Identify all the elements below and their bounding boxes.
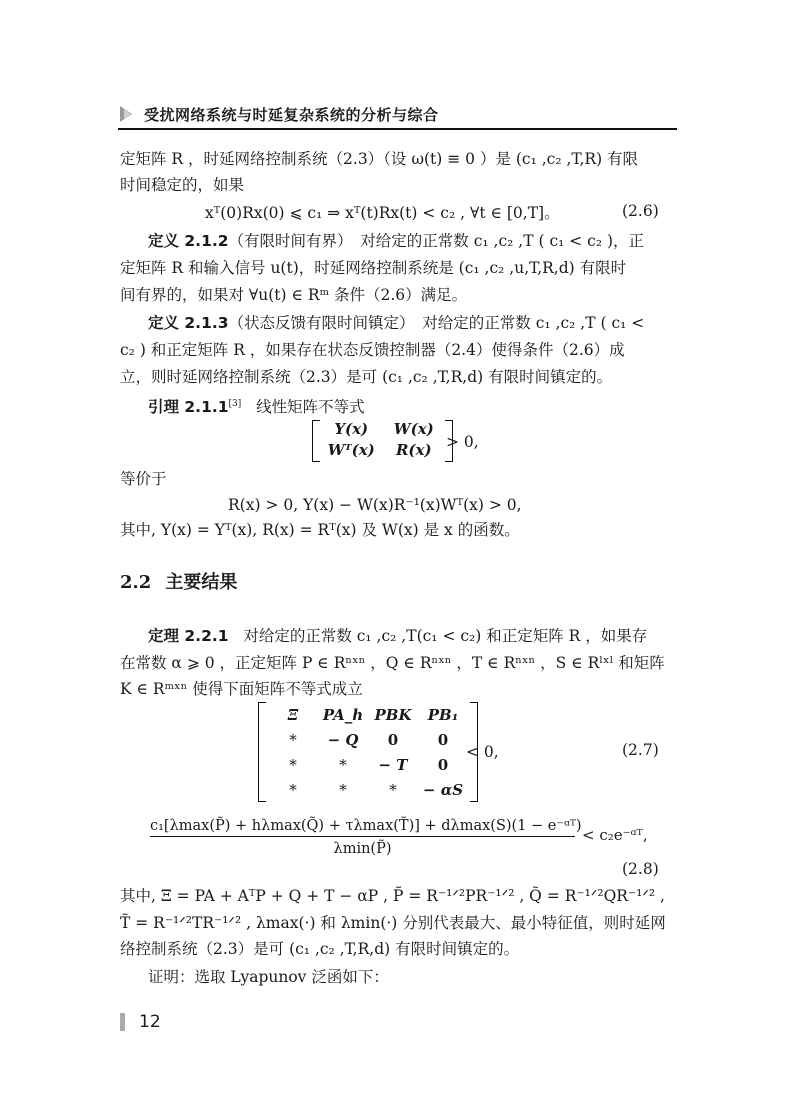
matrix-cell: Ξ bbox=[287, 705, 299, 724]
matrix-cell: * bbox=[289, 755, 297, 774]
paragraph-line: 在常数 α ⩾ 0 ，正定矩阵 P ∈ Rⁿˣⁿ ，Q ∈ Rⁿˣⁿ ，T ∈ Rⁿˣⁿ ，S ∈ Rˡˣˡ 和矩阵 bbox=[120, 654, 665, 672]
matrix-cell: PB₁ bbox=[427, 705, 459, 724]
theorem-text: 对给定的正常数 c₁ ,c₂ ,T(c₁ < c₂) 和正定矩阵 R ，如果存 bbox=[243, 627, 648, 645]
equation-equivalent: R(x) > 0, Y(x) − W(x)R⁻¹(x)Wᵀ(x) > 0, bbox=[228, 496, 522, 514]
definition-text: （有限时间有界） 对给定的正常数 c₁ ,c₂ ,T ( c₁ < c₂ )，正 bbox=[228, 232, 645, 250]
page-footer bbox=[120, 1012, 161, 1032]
theorem-label: 定理 2.2.1 bbox=[148, 627, 229, 645]
definition-text: （状态反馈有限时间镇定） 对给定的正常数 c₁ ,c₂ ,T ( c₁ < bbox=[228, 314, 645, 332]
definition-label: 定义 2.1.3 bbox=[148, 314, 229, 332]
proof-line: 证明：选取 Lyapunov 泛函如下： bbox=[148, 968, 389, 986]
equation-number: (2.7) bbox=[622, 741, 659, 759]
definition-2-1-2 bbox=[148, 230, 644, 252]
section-number: 2.2 bbox=[120, 572, 152, 593]
paragraph-line: 其中, Y(x) = Yᵀ(x), R(x) = Rᵀ(x) 及 W(x) 是 x 的函数。 bbox=[120, 521, 520, 539]
page-marker-bar bbox=[120, 1013, 125, 1031]
running-title: 受扰网络系统与时延复杂系统的分析与综合 bbox=[144, 105, 439, 124]
lemma-matrix bbox=[312, 420, 453, 462]
paragraph-line: T̃ = R⁻¹ᐟ²TR⁻¹ᐟ² , λmax(·) 和 λmin(·) 分别代表最大、最小特征值，则时延网 bbox=[120, 914, 666, 932]
lemma-rhs: > 0, bbox=[446, 433, 479, 451]
matrix-cell: W(x) bbox=[393, 420, 434, 438]
lemma-2-1-1 bbox=[148, 393, 365, 418]
matrix-cell: 0 bbox=[387, 730, 399, 749]
fraction-numerator: c₁[λmax(P̃) + hλmax(Q̃) + τλmax(T̃)] + dλmax(S)(1 − e⁻ᵅᵀ) bbox=[150, 818, 575, 837]
matrix-cell: * bbox=[389, 780, 397, 799]
definition-2-1-3 bbox=[148, 312, 644, 334]
matrix-cell: 0 bbox=[437, 755, 449, 774]
header-rule bbox=[118, 128, 677, 130]
paragraph-line: c₂ ) 和正定矩阵 R ，如果存在状态反馈控制器（2.4）使得条件（2.6）成 bbox=[120, 341, 625, 359]
equation-number: (2.6) bbox=[622, 202, 659, 220]
arrow-icon bbox=[120, 106, 132, 122]
matrix-cell: * bbox=[289, 780, 297, 799]
section-title: 主要结果 bbox=[165, 572, 238, 593]
paragraph-line: 等价于 bbox=[120, 470, 167, 488]
equation-2-6: xᵀ(0)Rx(0) ⩽ c₁ ⇒ xᵀ(t)Rx(t) < c₂ , ∀t ∈ [0,T]。 bbox=[205, 204, 560, 222]
matrix-cell: Y(x) bbox=[334, 420, 369, 438]
matrix-cell: − Q bbox=[327, 730, 359, 749]
paragraph-line: 间有界的，如果对 ∀u(t) ∈ Rᵐ 条件（2.6）满足。 bbox=[120, 286, 468, 304]
equation-number: (2.8) bbox=[622, 860, 659, 878]
fraction-denominator: λmin(P̃) bbox=[333, 841, 392, 857]
matrix-cell: R(x) bbox=[395, 441, 432, 459]
theorem-matrix bbox=[258, 702, 478, 802]
matrix-cell: PA_h bbox=[322, 705, 364, 724]
matrix-cell: − T bbox=[378, 755, 408, 774]
fraction-inequality bbox=[150, 818, 582, 857]
paragraph-line: 时间稳定的，如果 bbox=[120, 176, 245, 194]
fraction-rhs: < c₂e⁻ᵅᵀ, bbox=[582, 826, 648, 844]
definition-label: 定义 2.1.2 bbox=[148, 232, 229, 250]
matrix-cell: − αS bbox=[422, 780, 464, 799]
section-heading bbox=[120, 568, 237, 594]
lemma-text: 线性矩阵不等式 bbox=[256, 398, 365, 417]
citation: [3] bbox=[228, 399, 242, 409]
running-header bbox=[120, 104, 439, 124]
matrix-rhs: < 0, bbox=[466, 743, 499, 761]
matrix-cell: * bbox=[289, 730, 297, 749]
matrix-cell: 0 bbox=[437, 730, 449, 749]
paragraph-line: 其中, Ξ = PA + AᵀP + Q + T − αP , P̃ = R⁻¹ᐟ²PR⁻¹ᐟ² , Q̃ = R⁻¹ᐟ²QR⁻¹ᐟ² , bbox=[120, 887, 665, 905]
paragraph-line: 立，则时延网络控制系统（2.3）是可 (c₁ ,c₂ ,T,R,d) 有限时间镇定的。 bbox=[120, 368, 613, 386]
matrix-cell: * bbox=[339, 755, 347, 774]
matrix-cell: * bbox=[339, 780, 347, 799]
matrix-cell: Wᵀ(x) bbox=[327, 441, 375, 459]
paragraph-line: 络控制系统（2.3）是可 (c₁ ,c₂ ,T,R,d) 有限时间镇定的。 bbox=[120, 940, 520, 958]
paragraph-line: 定矩阵 R 和输入信号 u(t)，时延网络控制系统是 (c₁ ,c₂ ,u,T,R,d) 有限时 bbox=[120, 259, 627, 277]
theorem-2-2-1 bbox=[148, 625, 647, 647]
matrix-cell: PBK bbox=[374, 705, 412, 724]
page-number: 12 bbox=[139, 1012, 161, 1032]
lemma-label: 引理 2.1.1 bbox=[148, 398, 229, 417]
paragraph-line: K ∈ Rᵐˣⁿ 使得下面矩阵不等式成立 bbox=[120, 680, 363, 698]
paragraph-line: 定矩阵 R ，时延网络控制系统（2.3）（设 ω(t) ≡ 0 ）是 (c₁ ,c₂ ,T,R) 有限 bbox=[120, 150, 639, 168]
